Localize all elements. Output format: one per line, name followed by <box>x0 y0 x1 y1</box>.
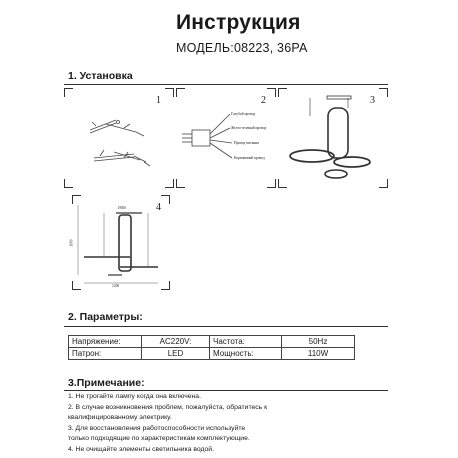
wire-label-brown: Коричневый провод <box>234 156 265 160</box>
figure-2-wiring <box>176 88 276 188</box>
table-row <box>69 336 355 348</box>
table-row <box>69 348 355 360</box>
wire-label-blue: Голубой провод <box>231 112 256 116</box>
parameters-table <box>68 335 355 360</box>
param-label: Патрон: <box>69 348 142 360</box>
installation-divider <box>64 84 388 85</box>
param-value: LED <box>142 348 210 360</box>
param-label: Напряжение: <box>69 336 142 348</box>
param-value: 110W <box>282 348 355 360</box>
note-line: 1. Не трогайте лампу когда она включена. <box>68 393 201 400</box>
figure-3-lamp-view <box>278 88 388 188</box>
parameters-divider <box>64 326 388 327</box>
figure-number: 2 <box>261 95 266 106</box>
figure-1-ceiling-mount <box>64 88 174 188</box>
installation-heading: 1. Установка <box>68 70 133 82</box>
figure-number: 4 <box>156 202 161 213</box>
wire-label-ground: Желто-зеленый провод <box>231 126 267 130</box>
ring-lamp-drawing <box>278 88 388 188</box>
note-line: квалифицированному электрику. <box>68 414 172 421</box>
wiring-drawing <box>176 88 276 188</box>
param-label: Мощность: <box>210 348 282 360</box>
dimension-width: 1200 <box>112 284 120 288</box>
note-line: 3. Для восстановления работоспособности используйте <box>68 425 246 432</box>
param-value: AC220V: <box>142 336 210 348</box>
dimension-height: 1000 <box>69 239 74 247</box>
note-line: 2. В случае возникновения проблем, пожалуйста, обратитесь к <box>68 404 268 411</box>
mounting-bracket-drawing <box>64 88 174 188</box>
dimension-top: Ø300 <box>118 206 126 210</box>
note-line: только подходящие по характеристикам комплектующие. <box>68 435 250 442</box>
notes-divider <box>64 390 388 391</box>
note-line: 4. Не очищайте элементы светильника водой. <box>68 446 214 453</box>
param-value: 50Hz <box>282 336 355 348</box>
parameters-heading: 2. Параметры: <box>68 311 143 323</box>
figure-4-dimensions <box>69 195 170 290</box>
figure-number: 3 <box>370 95 375 106</box>
param-label: Частота: <box>210 336 282 348</box>
model-number: МОДЕЛЬ:08223, 36PA <box>176 41 308 55</box>
page-title: Инструкция <box>176 11 301 34</box>
wire-label-power: Провод питания <box>234 141 259 145</box>
notes-heading: 3.Примечание: <box>68 377 145 389</box>
figure-number: 1 <box>156 95 161 106</box>
